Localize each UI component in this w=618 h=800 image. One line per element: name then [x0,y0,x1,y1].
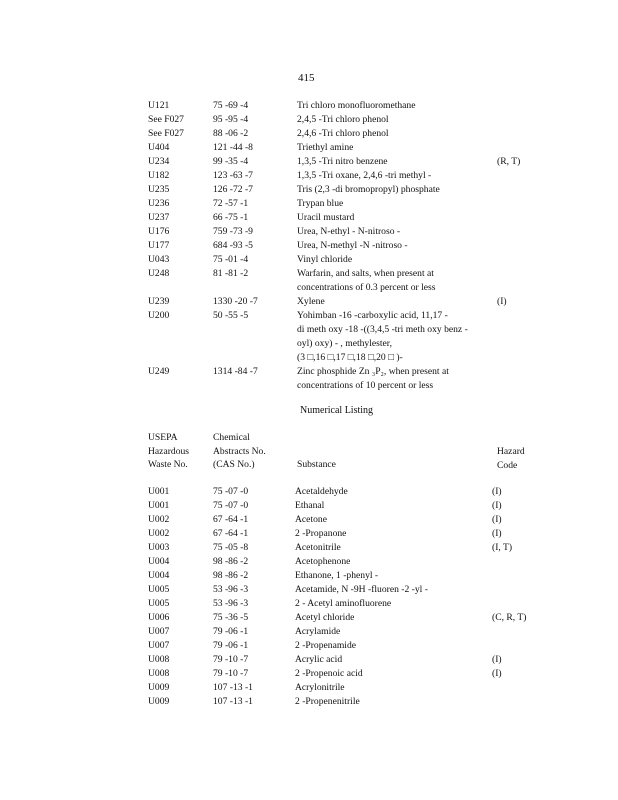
cas-number: 107 -13 -1 [213,682,253,693]
substance-name: Yohimban -16 -carboxylic acid, 11,17 - [297,310,448,321]
waste-code: U121 [148,100,170,111]
waste-code: U007 [148,640,170,651]
header-cas-no [213,431,266,472]
cas-number: 98 -86 -2 [213,556,249,567]
waste-code: U002 [148,514,170,525]
substance-name: Acrylonitrile [295,682,345,693]
header-line: Code [497,459,518,471]
table-row [0,128,618,142]
cas-number: 1330 -20 -7 [213,296,258,307]
waste-code: U248 [148,268,170,279]
cas-number: 107 -13 -1 [213,696,253,707]
waste-code: U004 [148,570,170,581]
cas-number: 121 -44 -8 [213,142,253,153]
header-waste-no [148,431,189,472]
cas-number: 759 -73 -9 [213,226,253,237]
hazard-code: (C, R, T) [492,612,527,623]
cas-number: 53 -96 -3 [213,584,249,595]
header-hazard-code [497,445,525,472]
cas-number: 123 -63 -7 [213,170,253,181]
substance-name: Ethanone, 1 -phenyl - [295,570,379,581]
cas-number: 72 -57 -1 [213,198,249,209]
substance-name: 2 -Propenamide [295,640,357,651]
header-line: (CAS No.) [213,459,255,470]
table-row [0,282,618,296]
waste-code: U008 [148,668,170,679]
header-line: Waste No. [148,459,188,470]
header-line: USEPA [148,432,178,443]
header-line: Hazard [497,446,525,457]
substance-name: 1,3,5 -Tri oxane, 2,4,6 -tri methyl - [297,170,432,181]
waste-code: U249 [148,366,170,377]
table-row [0,114,618,128]
waste-code: U005 [148,584,170,595]
hazard-code: (I) [492,514,502,525]
cas-number: 53 -96 -3 [213,598,249,609]
substance-name: Xylene [297,296,325,307]
waste-code: U404 [148,142,170,153]
table-row [0,528,618,542]
cas-number: 99 -35 -4 [213,156,249,167]
cas-number: 126 -72 -7 [213,184,253,195]
cas-number: 1314 -84 -7 [213,366,258,377]
table-row [0,254,618,268]
hazard-code: (I) [492,500,502,511]
substance-name: Trypan blue [297,198,344,209]
substance-name: concentrations of 10 percent or less [297,380,434,391]
substance-name: 2 -Propenenitrile [295,696,360,707]
substance-name: Uracil mustard [297,212,355,223]
cas-number: 95 -95 -4 [213,114,249,125]
table-row [0,682,618,696]
waste-code: U003 [148,542,170,553]
waste-code: U009 [148,696,170,707]
substance-name: (3 □,16 □,17 □,18 □,20 □ )- [297,352,403,363]
cas-number: 67 -64 -1 [213,528,249,539]
waste-code: U182 [148,170,170,181]
substance-name: Acrylamide [295,626,341,637]
waste-code: U200 [148,310,170,321]
table-row [0,142,618,156]
substance-name: Tris (2,3 -di bromopropyl) phosphate [297,184,440,195]
header-substance: Substance [297,459,336,470]
substance-name: Acetonitrile [295,542,341,553]
table-row [0,612,618,626]
waste-code: U177 [148,240,170,251]
cas-number: 79 -10 -7 [213,668,249,679]
waste-code: U005 [148,598,170,609]
table-row [0,626,618,640]
substance-name: Acetophenone [295,556,351,567]
cas-number: 88 -06 -2 [213,128,249,139]
waste-code: U006 [148,612,170,623]
waste-code: U009 [148,682,170,693]
table-row [0,654,618,668]
table-row [0,324,618,338]
table-row [0,380,618,394]
substance-name: Acetamide, N -9H -fluoren -2 -yl - [295,584,428,595]
table-row [0,486,618,500]
substance-name: oyl) oxy) - , methylester, [297,338,392,349]
table-row [0,584,618,598]
cas-number: 50 -55 -5 [213,310,249,321]
waste-code: U001 [148,486,170,497]
hazard-code: (I, T) [492,542,513,553]
table-row [0,212,618,226]
cas-number: 75 -07 -0 [213,486,249,497]
table-row [0,338,618,352]
cas-number: 75 -05 -8 [213,542,249,553]
table-row [0,668,618,682]
table-row [0,240,618,254]
table-row [0,542,618,556]
waste-code: See F027 [148,114,184,125]
substance-name: Tri chloro monofluoromethane [297,100,416,111]
table-row [0,352,618,366]
table-row [0,156,618,170]
cas-number: 75 -01 -4 [213,254,249,265]
cas-number: 75 -07 -0 [213,500,249,511]
table-row [0,296,618,310]
hazard-code: (I) [492,654,502,665]
substance-name: Zinc phosphide Zn ₃P₂, when present at [297,366,449,377]
substance-name: 2 -Propenoic acid [295,668,363,679]
substance-name: 2,4,5 -Tri chloro phenol [297,114,389,125]
hazard-code: (I) [492,486,502,497]
substance-name: Acrylic acid [295,654,343,665]
waste-code: U176 [148,226,170,237]
cas-number: 66 -75 -1 [213,212,249,223]
substance-name: Warfarin, and salts, when present at [297,268,434,279]
table-row [0,696,618,710]
waste-code: U002 [148,528,170,539]
waste-code: U239 [148,296,170,307]
table-row [0,226,618,240]
cas-number: 81 -81 -2 [213,268,249,279]
cas-number: 98 -86 -2 [213,570,249,581]
cas-number: 79 -06 -1 [213,640,249,651]
waste-code: U234 [148,156,170,167]
substance-name: Acetaldehyde [295,486,348,497]
waste-code: U007 [148,626,170,637]
substance-name: Ethanal [295,500,325,511]
header-line: Chemical [213,432,250,443]
table-row [0,570,618,584]
waste-code: U235 [148,184,170,195]
section-title: Numerical Listing [300,405,374,416]
substance-name: di meth oxy -18 -((3,4,5 -tri meth oxy benz - [297,324,468,335]
cas-number: 684 -93 -5 [213,240,253,251]
header-line: Abstracts No. [213,445,266,457]
cas-number: 75 -36 -5 [213,612,249,623]
substance-name: 1,3,5 -Tri nitro benzene [297,156,388,167]
header-line: Hazardous [148,445,190,457]
table-row [0,514,618,528]
page-number: 415 [298,72,315,84]
waste-code: See F027 [148,128,184,139]
hazard-code: (I) [492,668,502,679]
substance-name: Acetyl chloride [295,612,355,623]
table-row [0,310,618,324]
cas-number: 79 -06 -1 [213,626,249,637]
table-row [0,184,618,198]
waste-code: U043 [148,254,170,265]
substance-name: concentrations of 0.3 percent or less [297,282,436,293]
table-row [0,556,618,570]
substance-name: Triethyl amine [297,142,354,153]
hazard-code: (I) [492,528,502,539]
waste-code: U004 [148,556,170,567]
table-row [0,100,618,114]
table-row [0,500,618,514]
cas-number: 67 -64 -1 [213,514,249,525]
substance-name: 2,4,6 -Tri chloro phenol [297,128,389,139]
waste-code: U237 [148,212,170,223]
substance-name: 2 -Propanone [295,528,347,539]
substance-name: Acetone [295,514,327,525]
table-row [0,598,618,612]
substance-name: Vinyl chloride [297,254,353,265]
substance-name: 2 - Acetyl aminofluorene [295,598,392,609]
waste-code: U236 [148,198,170,209]
table-row [0,170,618,184]
hazard-code: (I) [497,296,507,307]
cas-number: 75 -69 -4 [213,100,249,111]
table-row [0,198,618,212]
waste-code: U001 [148,500,170,511]
table-row [0,268,618,282]
waste-code: U008 [148,654,170,665]
table-row [0,366,618,380]
hazard-code: (R, T) [497,156,521,167]
substance-name: Urea, N-ethyl - N-nitroso - [297,226,401,237]
table-row [0,640,618,654]
cas-number: 79 -10 -7 [213,654,249,665]
substance-name: Urea, N-methyl -N -nitroso - [297,240,408,251]
